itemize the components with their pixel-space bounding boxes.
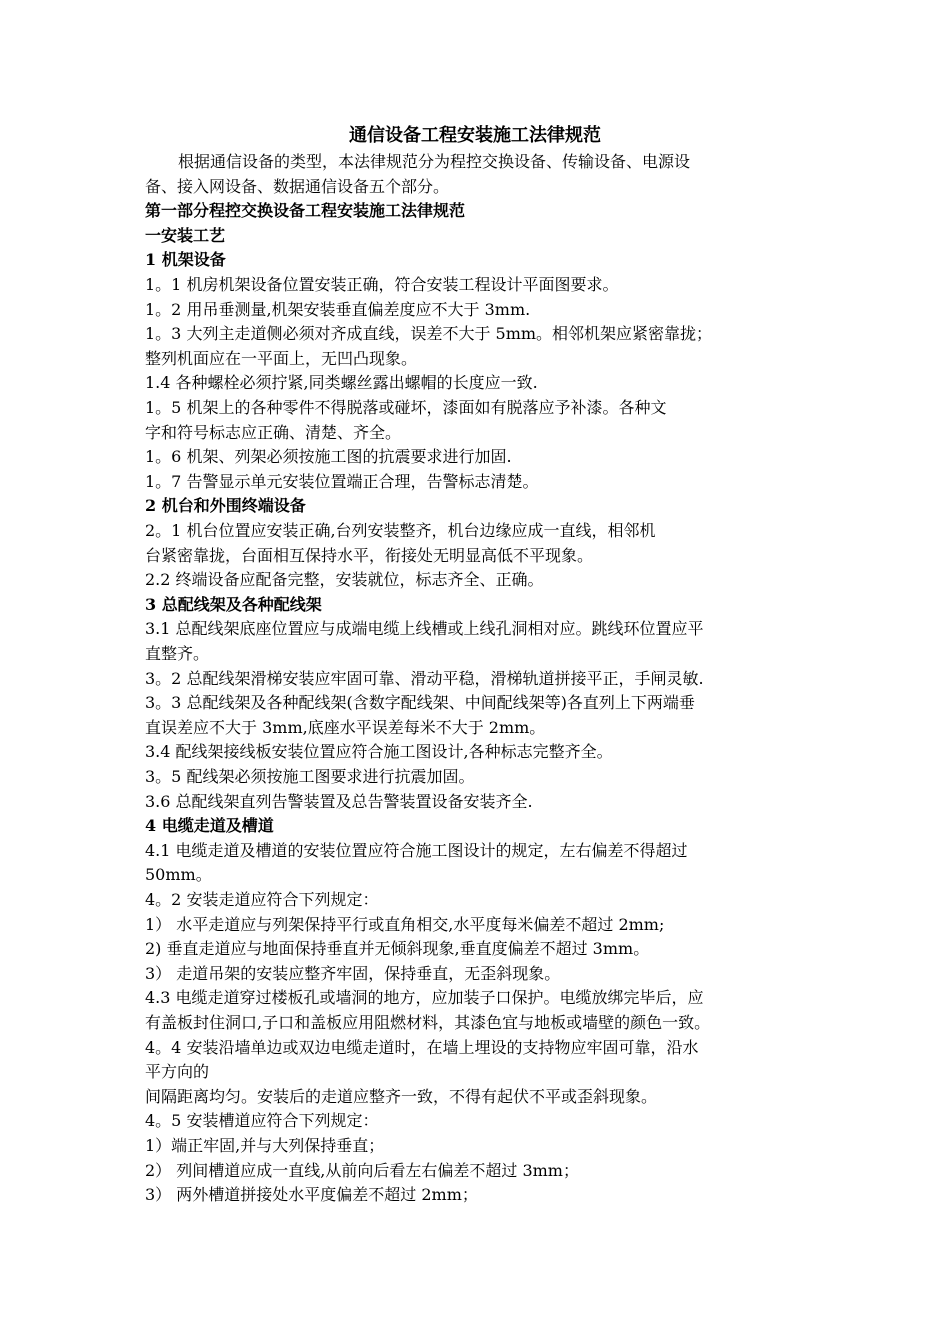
section-heading: 1 机架设备: [145, 250, 226, 270]
paragraph-line: 4.1 电缆走道及槽道的安装位置应符合施工图设计的规定，左右偏差不得超过: [145, 840, 688, 860]
section-heading: 第一部分程控交换设备工程安装施工法律规范: [145, 201, 466, 221]
paragraph-line: 1。5 机架上的各种零件不得脱落或碰坏，漆面如有脱落应予补漆。各种文: [145, 398, 667, 417]
paragraph-line: 2) 垂直走道应与地面保持垂直并无倾斜现象,垂直度偏差不超过 3mm。: [145, 939, 650, 959]
paragraph-line: 2） 列间槽道应成一直线,从前向后看左右偏差不超过 3mm；: [145, 1160, 579, 1180]
paragraph-line: 1） 水平走道应与列架保持平行或直角相交,水平度每米偏差不超过 2mm;: [145, 914, 665, 934]
paragraph-line: 2。1 机台位置应安装正确,台列安装整齐，机台边缘应成一直线，相邻机: [145, 521, 656, 540]
paragraph-line: 4。5 安装槽道应符合下列规定：: [145, 1111, 379, 1131]
paragraph-line: 1。3 大列主走道侧必须对齐成直线，误差不大于 5mm。相邻机架应紧密靠拢；: [145, 324, 713, 344]
section-heading: 一安装工艺: [145, 225, 226, 245]
paragraph-line: 直误差应不大于 3mm,底座水平误差每米不大于 2mm。: [145, 717, 546, 737]
paragraph-line: 3） 两外槽道拼接处水平度偏差不超过 2mm；: [145, 1185, 478, 1205]
section-heading: 4 电缆走道及槽道: [145, 816, 274, 836]
paragraph-line: 字和符号标志应正确、清楚、齐全。: [145, 422, 402, 442]
paragraph-line: 1。2 用吊垂测量,机架安装垂直偏差度应不大于 3mm.: [145, 299, 531, 319]
paragraph-line: 4。2 安装走道应符合下列规定：: [145, 890, 379, 909]
paragraph-line: 4.3 电缆走道穿过楼板孔或墙洞的地方，应加装子口保护。电缆放绑完毕后，应: [145, 988, 704, 1008]
paragraph-line: 整列机面应在一平面上，无凹凸现象。: [145, 348, 418, 368]
paragraph-line: 3.6 总配线架直列告警装置及总告警装置设备安装齐全.: [145, 791, 533, 811]
section-heading: 3 总配线架及各种配线架: [145, 594, 322, 614]
section-heading: 2 机台和外围终端设备: [145, 496, 306, 516]
paragraph-line: 直整齐。: [145, 644, 210, 663]
paragraph-line: 1。1 机房机架设备位置安装正确，符合安装工程设计平面图要求。: [145, 275, 619, 294]
document-title: 通信设备工程安装施工法律规范: [349, 125, 601, 146]
paragraph-line: 3。3 总配线架及各种配线架(含数字配线架、中间配线架等)各直列上下两端垂: [145, 693, 695, 713]
paragraph-line: 3。5 配线架必须按施工图要求进行抗震加固。: [145, 767, 475, 786]
paragraph-line: 间隔距离均匀。安装后的走道应整齐一致，不得有起伏不平或歪斜现象。: [145, 1086, 658, 1106]
paragraph-line: 1）端正牢固,并与大列保持垂直；: [145, 1136, 385, 1155]
paragraph-line: 3.4 配线架接线板安装位置应符合施工图设计,各种标志完整齐全。: [145, 742, 613, 762]
paragraph-line: 4。4 安装沿墙单边或双边电缆走道时，在墙上埋设的支持物应牢固可靠，沿水: [145, 1037, 699, 1057]
paragraph-line: 1。7 告警显示单元安装位置端正合理，告警标志清楚。: [145, 471, 539, 491]
paragraph-line: 平方向的: [145, 1062, 210, 1082]
paragraph-line: 根据通信设备的类型，本法律规范分为程控交换设备、传输设备、电源设: [178, 152, 691, 171]
paragraph-line: 2.2 终端设备应配备完整，安装就位，标志齐全、正确。: [145, 570, 544, 590]
paragraph-line: 3。2 总配线架滑梯安装应牢固可靠、滑动平稳，滑梯轨道拼接平正，手闸灵敏.: [145, 668, 704, 688]
paragraph-line: 3） 走道吊架的安装应整齐牢固，保持垂直，无歪斜现象。: [145, 963, 561, 983]
paragraph-line: 有盖板封住洞口,子口和盖板应用阻燃材料，其漆色宜与地板或墙壁的颜色一致。: [145, 1013, 711, 1032]
paragraph-line: 备、接入网设备、数据通信设备五个部分。: [145, 176, 450, 196]
paragraph-line: 1.4 各种螺栓必须拧紧,同类螺丝露出螺帽的长度应一致.: [145, 373, 538, 393]
paragraph-line: 3.1 总配线架底座位置应与成端电缆上线槽或上线孔洞相对应。跳线环位置应平: [145, 619, 704, 639]
paragraph-line: 1。6 机架、列架必须按施工图的抗震要求进行加固.: [145, 447, 512, 467]
paragraph-line: 台紧密靠拢，台面相互保持水平，衔接处无明显高低不平现象。: [145, 545, 594, 565]
paragraph-line: 50mm。: [145, 865, 212, 885]
